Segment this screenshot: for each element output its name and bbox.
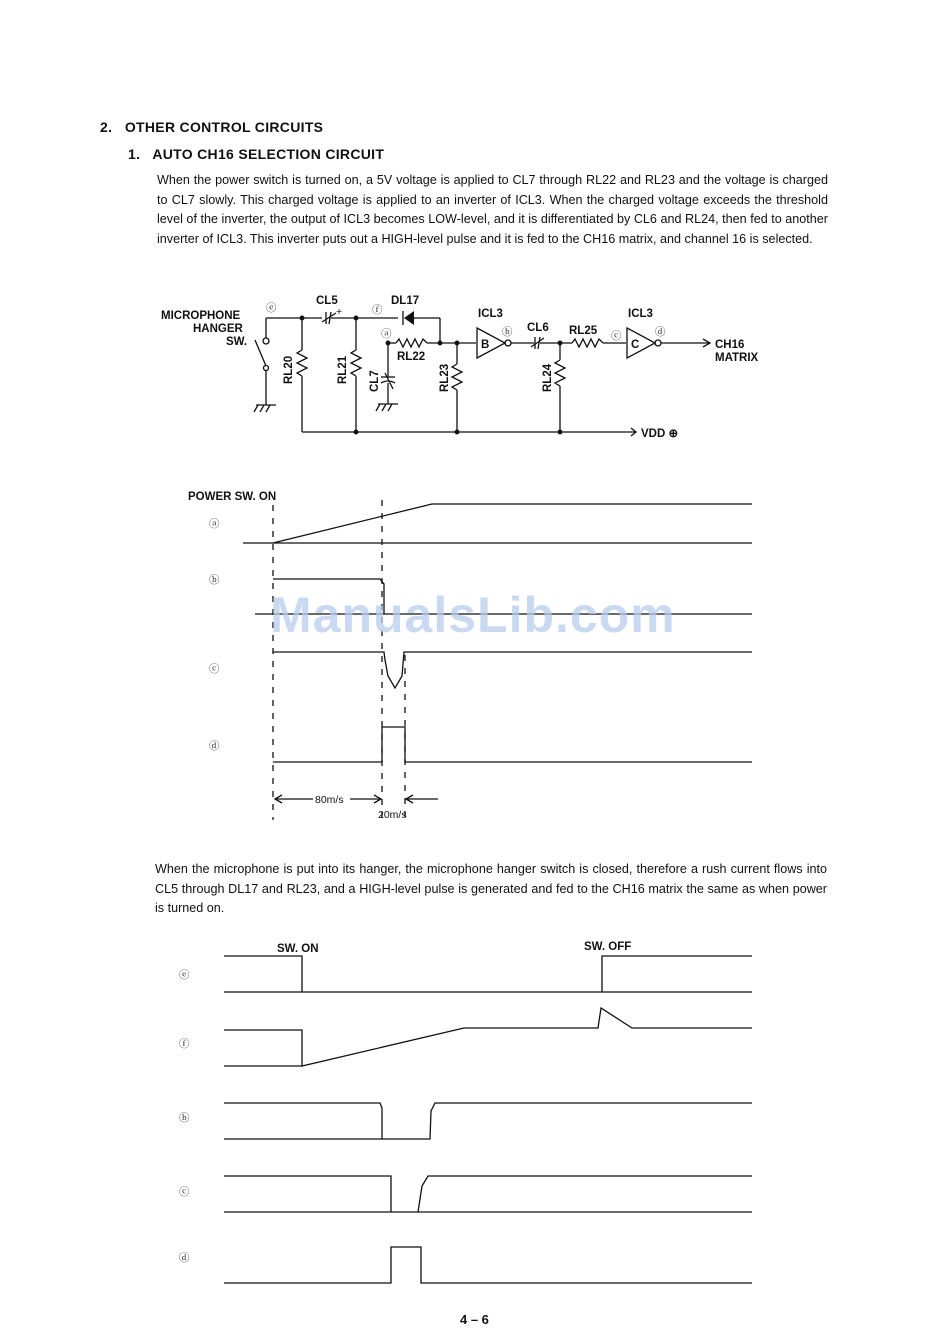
hanger-label-3: SW.	[226, 336, 248, 348]
rl25-label: RL25	[569, 325, 598, 337]
paragraph-hanger: When the microphone is put into its hanger, the microphone hanger switch is closed, therefore a rush current flows into CL5 through DL17 and RL23, and a HIGH-level pulse is generated and fed to the CH16 matrix the same as when power is turned on.	[155, 862, 827, 916]
cl5-plus: +	[336, 306, 343, 318]
icl3-b-label: ICL3	[478, 308, 503, 320]
node-d-label: ⓓ	[655, 326, 666, 338]
hanger-label-1: MICROPHONE	[161, 310, 241, 322]
row2-e-label: ⓔ	[179, 969, 190, 981]
node-c-label: ⓒ	[611, 330, 622, 342]
row-c-label: ⓒ	[209, 663, 220, 675]
rl20-label: RL20	[283, 355, 295, 384]
gate-b-letter: B	[481, 339, 490, 351]
row-d-label: ⓓ	[209, 740, 220, 752]
ch16-label: CH16	[715, 339, 745, 351]
rl23-label: RL23	[439, 363, 451, 392]
rl21-label: RL21	[337, 355, 349, 384]
cl6-label: CL6	[527, 322, 549, 334]
row2-c-label: ⓒ	[179, 1186, 190, 1198]
node-a-label: ⓐ	[381, 328, 392, 340]
subsection-title: AUTO CH16 SELECTION CIRCUIT	[152, 146, 385, 162]
matrix-label: MATRIX	[715, 352, 759, 364]
row2-b-label: ⓑ	[179, 1112, 190, 1124]
rl22-label: RL22	[397, 351, 426, 363]
dim-80ms: 80m/s	[315, 794, 344, 806]
node-b-label: ⓑ	[502, 326, 513, 338]
row2-d-label: ⓓ	[179, 1252, 190, 1264]
row-b-label: ⓑ	[209, 574, 220, 586]
hanger-label-2: HANGER	[193, 323, 243, 335]
paragraph-power-on: When the power switch is turned on, a 5V voltage is applied to CL7 through RL22 and RL23 and the voltage is charged to CL7 slowly. This charged voltage is applied to an inverter of ICL3. When the charged voltage exceeds the threshold level of the inverter, the output of ICL3 becomes LOW-level, and it is differentiated by CL6 and RL24, then fed to another inverter of ICL3. This inverter puts out a HIGH-level pulse and it is fed to the CH16 matrix, and channel 16 is selected.	[157, 173, 828, 246]
icl3-c-label: ICL3	[628, 308, 653, 320]
page-number: 4 – 6	[460, 1312, 489, 1327]
subsection-number: 1.	[128, 146, 141, 162]
sw-on-label: SW. ON	[277, 943, 319, 955]
node-e-label: ⓔ	[266, 302, 277, 314]
dl17-label: DL17	[391, 295, 420, 307]
watermark: ManualsLib.com	[270, 587, 676, 643]
rl24-label: RL24	[542, 363, 554, 392]
row-a-label: ⓐ	[209, 518, 220, 530]
row2-f-label: ⓕ	[179, 1038, 190, 1050]
power-sw-on-label: POWER SW. ON	[188, 491, 277, 503]
node-f-label: ⓕ	[372, 304, 383, 316]
dim-20ms: 20m/s	[378, 809, 407, 821]
vdd-label: VDD ⊕	[641, 428, 679, 440]
sw-off-label: SW. OFF	[584, 941, 632, 953]
cl7-label: CL7	[369, 370, 381, 392]
section-number: 2.	[100, 119, 113, 135]
section-title: OTHER CONTROL CIRCUITS	[124, 119, 324, 135]
gate-c-letter: C	[631, 339, 640, 351]
cl5-label: CL5	[316, 295, 338, 307]
